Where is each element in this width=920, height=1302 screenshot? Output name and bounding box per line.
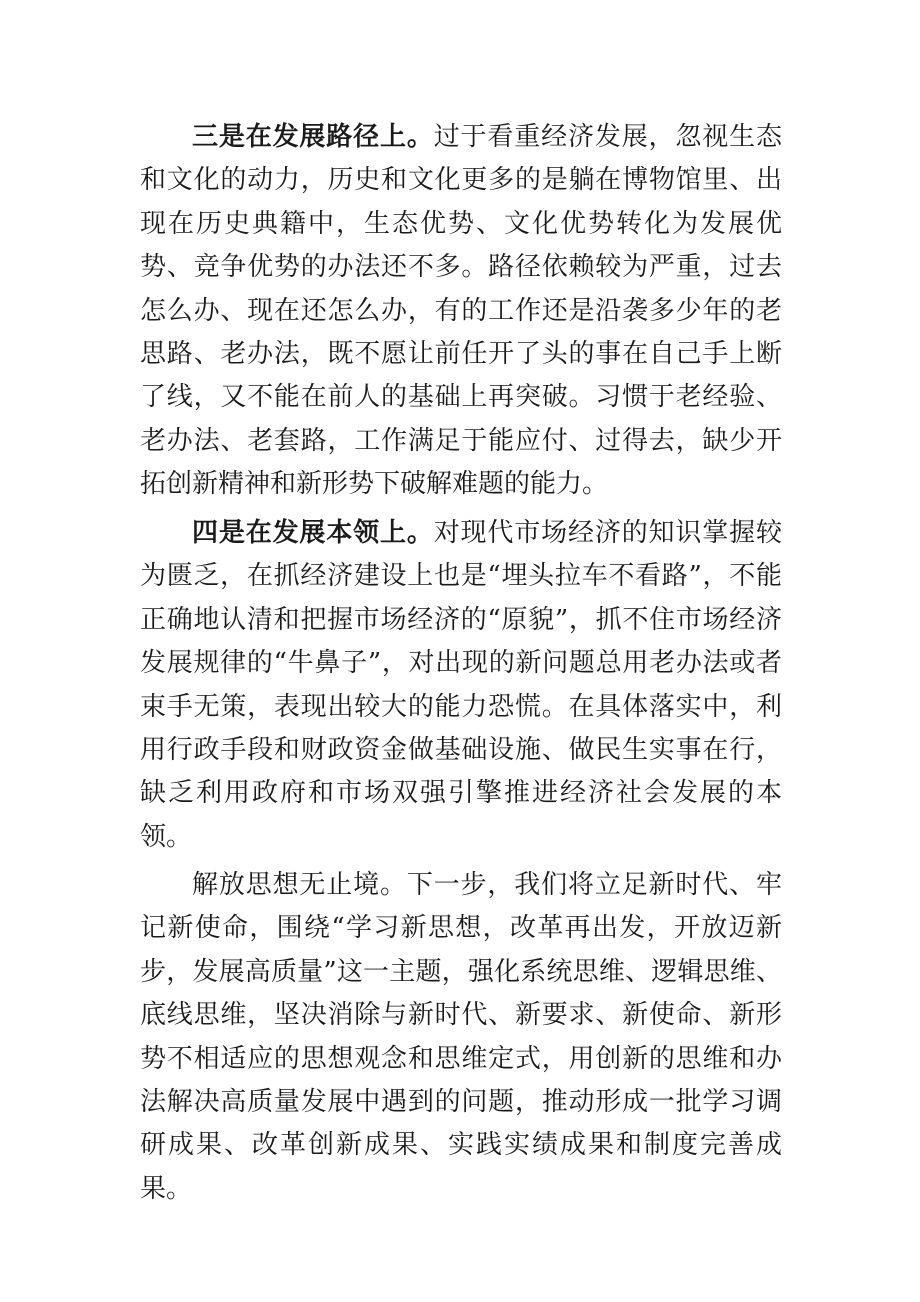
paragraph-development-capability (140, 512, 782, 859)
paragraph-lead-heading: 三是在发展路径上。 (192, 122, 434, 152)
paragraph-body-text: 对现代市场经济的知识掌握较为匮乏，在抓经济建设上也是“埋头拉车不看路”，不能正确地认清和把握市场经济的“原貌”，抓不住市场经济发展规律的“牛鼻子”，对出现的新问题总用老办法或者束手无策，表现出较大的能力恐慌。在具体落实中，利用行政手段和财政资金做基础设施、做民生实事在行，缺乏利用政府和市场双强引擎推进经济社会发展的本领。 (140, 518, 782, 852)
paragraph-development-path (140, 116, 782, 507)
paragraph-body-text: 解放思想无止境。下一步，我们将立足新时代、牢记新使命，围绕“学习新思想，改革再出发，开放迈新步，发展高质量”这一主题，强化系统思维、逻辑思维、底线思维，坚决消除与新时代、新要求、新使命、新形势不相适应的思想观念和思维定式，用创新的思维和办法解决高质量发展中遇到的问题，推动形成一批学习调研成果、改革创新成果、实践实绩成果和制度完善成果。 (140, 870, 782, 1204)
paragraph-body-text: 过于看重经济发展，忽视生态和文化的动力，历史和文化更多的是躺在博物馆里、出现在历史典籍中，生态优势、文化优势转化为发展优势、竞争优势的办法还不多。路径依赖较为严重，过去怎么办、现在还怎么办，有的工作还是沿袭多少年的老思路、老办法，既不愿让前任开了头的事在自己手上断了线，又不能在前人的基础上再突破。习惯于老经验、老办法、老套路，工作满足于能应付、过得去，缺少开拓创新精神和新形势下破解难题的能力。 (140, 122, 782, 500)
paragraph-next-steps (140, 864, 782, 1211)
paragraph-lead-heading: 四是在发展本领上。 (192, 518, 434, 548)
